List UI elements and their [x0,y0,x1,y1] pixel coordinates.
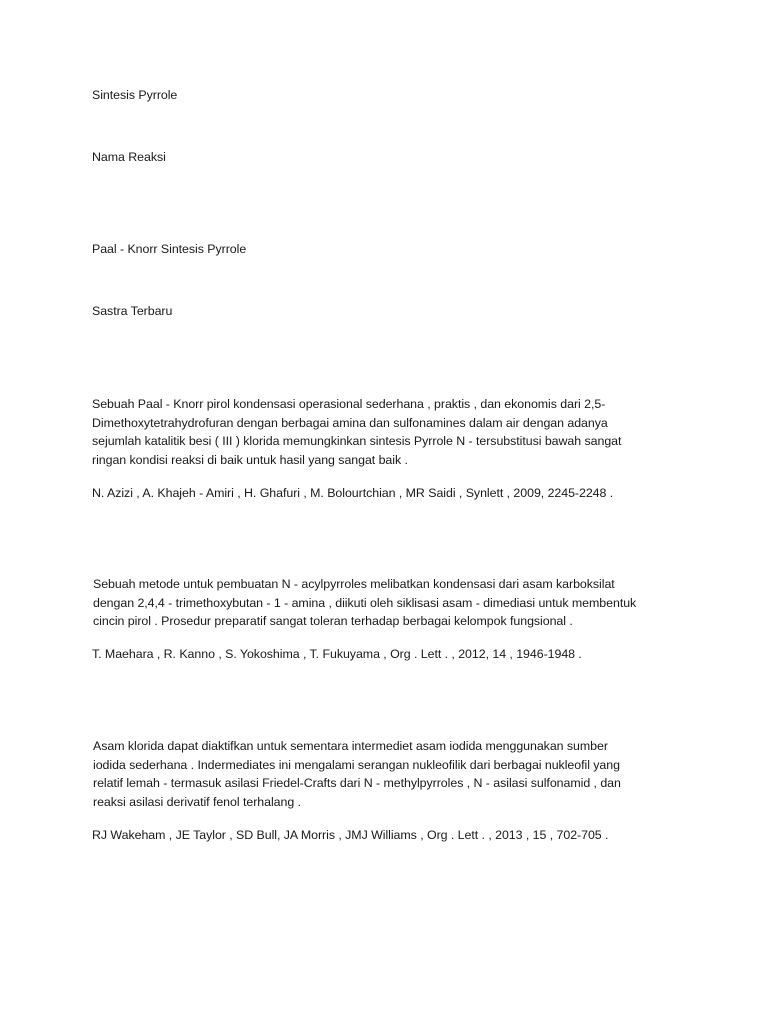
entry-1-line: Sebuah Paal - Knorr pirol kondensasi operasional sederhana , praktis , dan ekonomis dari 2,5- [92,397,606,411]
entry-1-paragraph [92,395,682,469]
section-heading-reaction: Nama Reaksi [92,150,166,164]
reaction-name: Paal - Knorr Sintesis Pyrrole [92,242,247,256]
entry-1-line: ringan kondisi reaksi di baik untuk hasil yang sangat baik . [92,452,408,467]
entry-2-citation: T. Maehara , R. Kanno , S. Yokoshima , T. Fukuyama , Org . Lett . , 2012, 14 , 1946-1948 . [92,647,582,661]
section-heading-literature: Sastra Terbaru [92,304,173,318]
entry-3-line: reaksi asilasi derivatif fenol terhalang . [93,794,301,809]
entry-1-line: sejumlah katalitik besi ( III ) klorida memungkinkan sintesis Pyrrole N - tersubstitusi bawah sangat [92,434,622,448]
entry-2-line: dengan 2,4,4 - trimethoxybutan - 1 - amina , diikuti oleh siklisasi asam - dimediasi untuk membentuk [93,595,637,610]
entry-1-line: Dimethoxytetrahydrofuran dengan berbagai amina dan sulfonamines dalam air dengan adanya [92,415,608,430]
entry-3-line: relatif lemah - termasuk asilasi Friedel-Crafts dari N - methylpyrroles , N - asilasi sulfonamid , dan [93,776,621,790]
document-title: Sintesis Pyrrole [92,88,178,102]
entry-3-paragraph [93,737,683,811]
entry-2-paragraph [93,575,683,631]
entry-3-line: Asam klorida dapat diaktifkan untuk sementara intermediet asam iodida menggunakan sumber [93,739,608,753]
entry-2-line: cincin pirol . Prosedur preparatif sangat toleran terhadap berbagai kelompok fungsional . [93,614,573,628]
entry-3-citation: RJ Wakeham , JE Taylor , SD Bull, JA Morris , JMJ Williams , Org . Lett . , 2013 , 15 , 702-705 . [92,828,609,842]
entry-1-citation: N. Azizi , A. Khajeh - Amiri , H. Ghafuri , M. Bolourtchian , MR Saidi , Synlett , 2009, 2245-2248 . [92,486,614,500]
entry-3-line: iodida sederhana . Indermediates ini mengalami serangan nukleofilik dari berbagai nukleofil yang [93,757,620,772]
entry-2-line: Sebuah metode untuk pembuatan N - acylpyrroles melibatkan kondensasi dari asam karboksilat [93,577,615,591]
